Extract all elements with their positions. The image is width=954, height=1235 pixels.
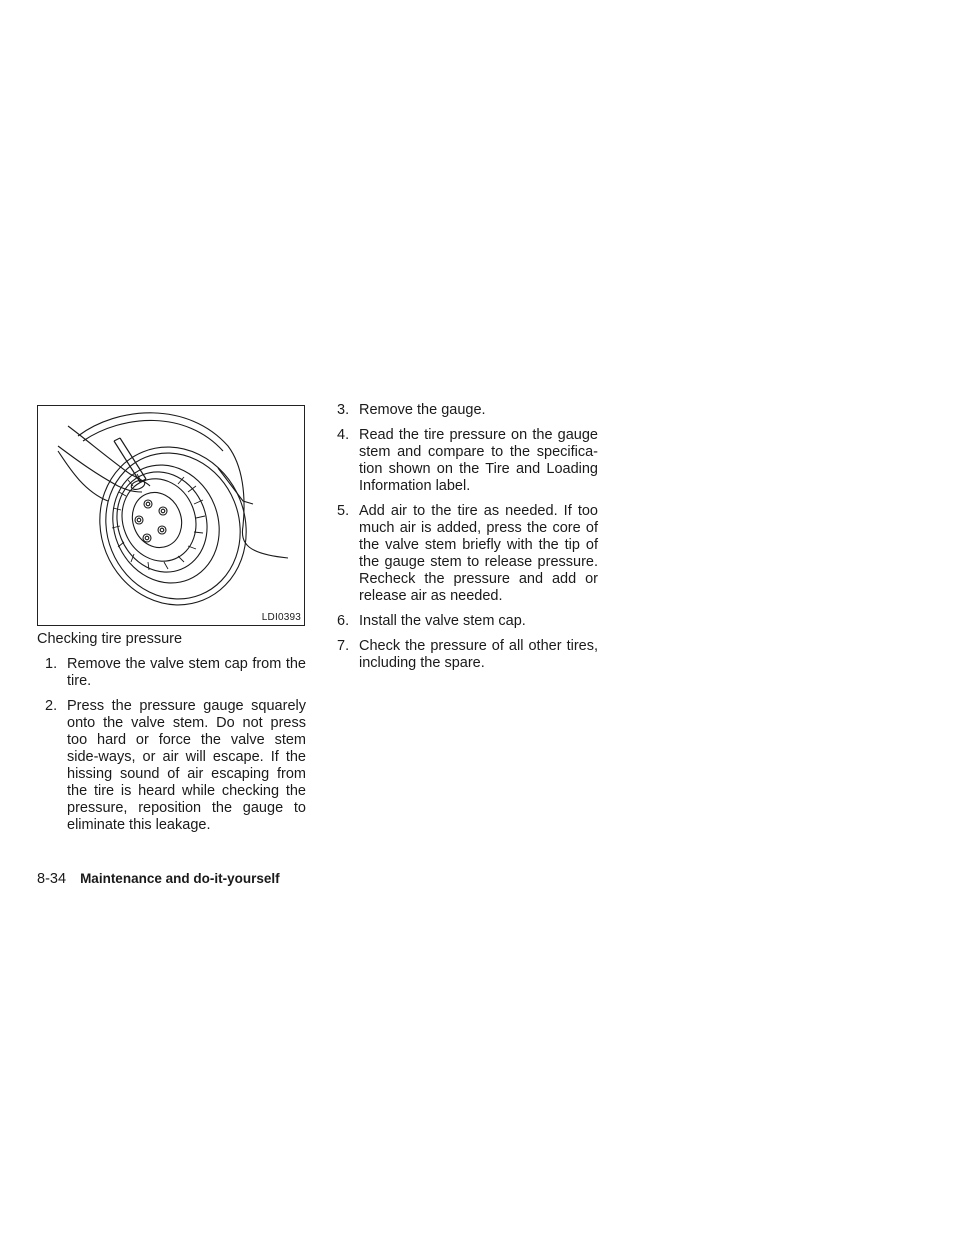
figure-code: LDI0393	[261, 612, 301, 623]
page-footer	[37, 871, 280, 887]
page-number: 8-34	[37, 871, 67, 887]
tire-pressure-figure	[37, 405, 305, 626]
figure-caption: Checking tire pressure	[37, 631, 183, 647]
step-text: Press the pressure gauge squarely onto the valve stem. Do not press too hard or force the valve stem side-ways, or air will escape. If the hissing sound of air escaping from the tire is heard while checking the pressure, reposition the gauge to eliminate this leakage.	[67, 698, 306, 833]
step-text: Read the tire pressure on the gauge stem and compare to the specifica-tion shown on the Tire and Loading Information label.	[359, 427, 598, 494]
steps-list-right	[329, 402, 598, 680]
list-item	[329, 427, 598, 495]
step-number: 4.	[337, 427, 350, 443]
step-number: 7.	[337, 638, 350, 654]
step-text: Check the pressure of all other tires, including the spare.	[359, 638, 598, 671]
list-item	[329, 613, 598, 630]
step-number: 1.	[45, 656, 58, 672]
step-number: 2.	[45, 698, 58, 714]
steps-list-left	[37, 656, 306, 842]
step-text: Add air to the tire as needed. If too much air is added, press the core of the valve stem briefly with the tip of the gauge stem to release pressure. Recheck the pressure and add or release air as needed.	[359, 503, 598, 604]
list-item	[37, 656, 306, 690]
step-text: Remove the gauge.	[359, 402, 486, 418]
list-item	[37, 698, 306, 834]
list-item	[329, 638, 598, 672]
list-item	[329, 402, 598, 419]
step-number: 6.	[337, 613, 350, 629]
tire-gauge-illustration	[38, 406, 304, 625]
section-title: Maintenance and do-it-yourself	[80, 871, 280, 886]
step-text: Remove the valve stem cap from the tire.	[67, 656, 306, 689]
step-text: Install the valve stem cap.	[359, 613, 526, 629]
step-number: 3.	[337, 402, 350, 418]
step-number: 5.	[337, 503, 350, 519]
list-item	[329, 503, 598, 605]
